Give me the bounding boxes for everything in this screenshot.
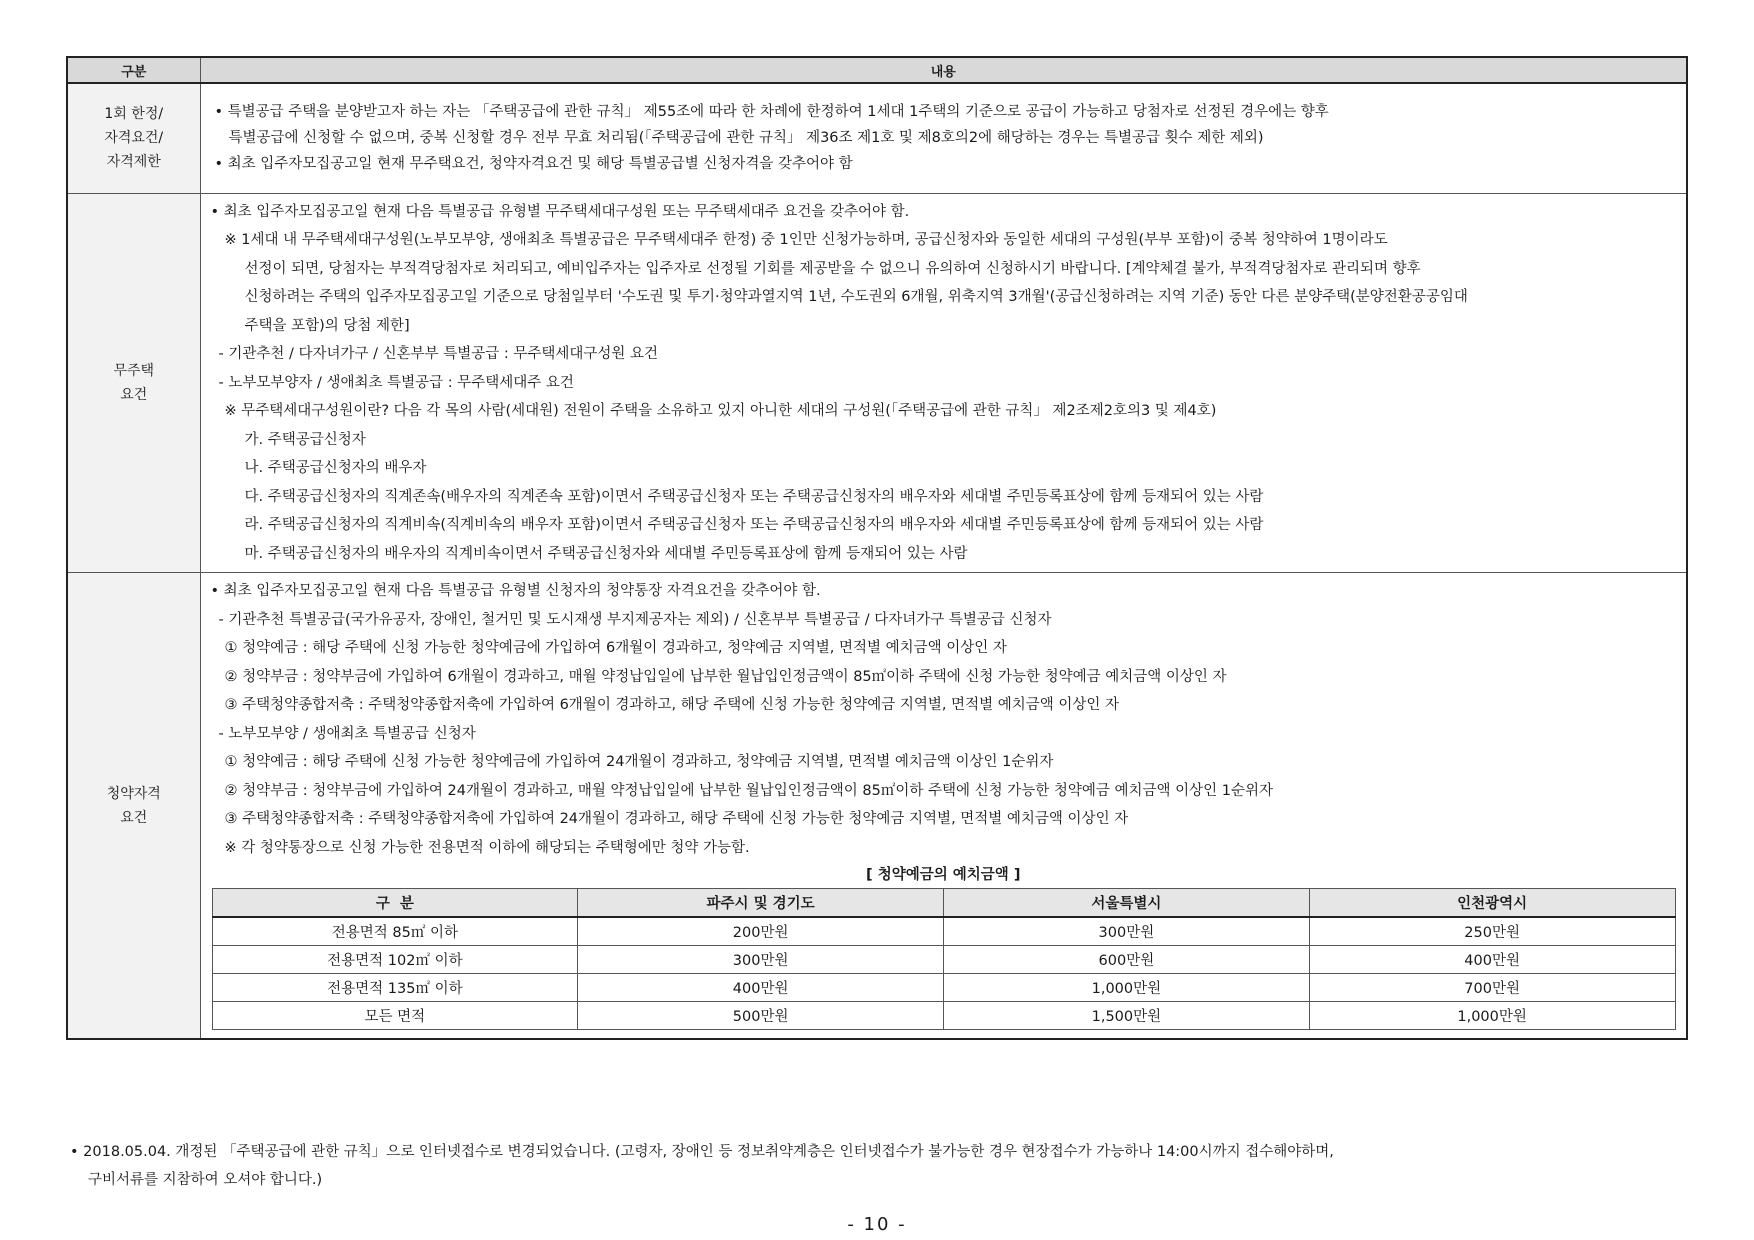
content-line: ※ 각 청약통장으로 신청 가능한 전용면적 이하에 해당되는 주택형에만 청약 가능함.: [224, 839, 750, 856]
deposit-cell: 250만원: [1309, 917, 1675, 946]
deposit-cell: 300만원: [944, 917, 1310, 946]
special-supply-table: [66, 56, 1688, 1040]
category-line: 자격제한: [106, 154, 161, 171]
deposit-cell: 300만원: [578, 946, 944, 974]
content-line: 특별공급에 신청할 수 없으며, 중복 신청할 경우 전부 무효 처리됨(「주택공급에 관한 규칙」 제36조 제1호 및 제8호의2에 해당하는 경우는 특별공급 횟수 제한 제외): [228, 130, 1264, 147]
deposit-table-title: [ 청약예금의 예치금액 ]: [866, 867, 1021, 883]
deposit-header-cell: 서울특별시: [944, 889, 1310, 918]
table-row-limit: [67, 83, 1687, 193]
content-line: - 노부모부양 / 생애최초 특별공급 신청자: [218, 725, 476, 742]
content-line: ③ 주택청약종합저축 : 주택청약종합저축에 가입하여 24개월이 경과하고, 해당 주택에 신청 가능한 청약예금 지역별, 면적별 예치금액 이상인 자: [224, 811, 1129, 827]
category-line: 요건: [120, 809, 148, 826]
content-line: ③ 주택청약종합저축 : 주택청약종합저축에 가입하여 6개월이 경과하고, 해당 주택에 신청 가능한 청약예금 지역별, 면적별 예치금액 이상인 자: [224, 697, 1119, 713]
content-cell: [200, 83, 1687, 193]
deposit-cell: 전용면적 135㎡ 이하: [212, 974, 578, 1002]
content-line: 라. 주택공급신청자의 직계비속(직계비속의 배우자 포함)이면서 주택공급신청자 또는 주택공급신청자의 배우자와 세대별 주민등록표상에 함께 등재되어 있는 사람: [244, 517, 1264, 533]
table-row-subscription: [67, 573, 1687, 1040]
content-line: • 특별공급 주택을 분양받고자 하는 자는 「주택공급에 관한 규칙」 제55조에 따라 한 차례에 한정하여 1세대 1주택의 기준으로 공급이 가능하고 당첨자로 선정된 경우에는 향후: [214, 104, 1329, 121]
category-line: 요건: [120, 386, 148, 403]
deposit-cell: 전용면적 102㎡ 이하: [212, 946, 578, 974]
content-line: 다. 주택공급신청자의 직계존속(배우자의 직계존속 포함)이면서 주택공급신청자 또는 주택공급신청자의 배우자와 세대별 주민등록표상에 함께 등재되어 있는 사람: [244, 488, 1264, 505]
table-row: [212, 1002, 1675, 1030]
content-cell: [200, 573, 1687, 1040]
deposit-table: [212, 888, 1676, 1030]
category-cell: [67, 573, 200, 1040]
content-line: - 기관추천 / 다자녀가구 / 신혼부부 특별공급 : 무주택세대구성원 요건: [218, 346, 659, 362]
content-line: 나. 주택공급신청자의 배우자: [244, 460, 427, 476]
deposit-cell: 200만원: [578, 917, 944, 946]
content-line: ① 청약예금 : 해당 주택에 신청 가능한 청약예금에 가입하여 24개월이 경과하고, 청약예금 지역별, 면적별 예치금액 이상인 1순위자: [224, 754, 1054, 770]
footer-note: [70, 1138, 1670, 1194]
category-line: 1회 한정/: [104, 106, 164, 123]
deposit-cell: 전용면적 85㎡ 이하: [212, 917, 578, 946]
content-line: - 노부모부양자 / 생애최초 특별공급 : 무주택세대주 요건: [218, 374, 574, 391]
content-line: 주택을 포함)의 당첨 제한]: [244, 317, 410, 334]
content-line: • 최초 입주자모집공고일 현재 다음 특별공급 유형별 신청자의 청약통장 자격요건을 갖추어야 함.: [210, 583, 821, 599]
category-line: 자격요건/: [104, 130, 164, 147]
content-line: • 최초 입주자모집공고일 현재 다음 특별공급 유형별 무주택세대구성원 또는 무주택세대주 요건을 갖추어야 함.: [210, 203, 910, 220]
content-line: 신청하려는 주택의 입주자모집공고일 기준으로 당첨일부터 '수도권 및 투기·청약과열지역 1년, 수도권외 6개월, 위축지역 3개월'(공급신청하려는 지역 기준) 동안 다른 분양주택(분양전환공공임대: [244, 289, 1468, 305]
content-line: - 기관추천 특별공급(국가유공자, 장애인, 철거민 및 도시재생 부지제공자는 제외) / 신혼부부 특별공급 / 다자녀가구 특별공급 신청자: [218, 611, 1052, 628]
deposit-cell: 400만원: [1309, 946, 1675, 974]
deposit-cell: 모든 면적: [212, 1002, 578, 1030]
deposit-header-cell: 인천광역시: [1309, 889, 1675, 918]
deposit-cell: 700만원: [1309, 974, 1675, 1002]
category-line: 청약자격: [106, 785, 161, 802]
content-cell: [200, 193, 1687, 573]
header-content: 내용: [200, 57, 1687, 83]
header-category: 구분: [67, 57, 200, 83]
content-line: ※ 1세대 내 무주택세대구성원(노부모부양, 생애최초 특별공급은 무주택세대주 한정) 중 1인만 신청가능하며, 공급신청자와 동일한 세대의 구성원(부부 포함)이 중복 청약하여 1명이라도: [224, 232, 1388, 248]
deposit-header-cell: 구 분: [212, 889, 578, 918]
deposit-header-cell: 파주시 및 경기도: [578, 889, 944, 918]
content-line: ※ 무주택세대구성원이란? 다음 각 목의 사람(세대원) 전원이 주택을 소유하고 있지 아니한 세대의 구성원(「주택공급에 관한 규칙」 제2조제2호의3 및 제4호): [224, 403, 1217, 419]
table-row-no-house: [67, 193, 1687, 573]
page-number: - 10 -: [847, 1214, 907, 1235]
deposit-cell: 1,000만원: [944, 974, 1310, 1002]
content-line: ② 청약부금 : 청약부금에 가입하여 24개월이 경과하고, 매월 약정납입일에 납부한 월납입인정금액이 85㎡이하 주택에 신청 가능한 청약예금 예치금액 이상인 1순위자: [224, 782, 1274, 799]
content-line: ② 청약부금 : 청약부금에 가입하여 6개월이 경과하고, 매월 약정납입일에 납부한 월납입인정금액이 85㎡이하 주택에 신청 가능한 청약예금 예치금액 이상인 자: [224, 668, 1227, 685]
category-cell: [67, 83, 200, 193]
deposit-header-row: [212, 889, 1675, 918]
table-row: [212, 917, 1675, 946]
content-line: • 최초 입주자모집공고일 현재 무주택요건, 청약자격요건 및 해당 특별공급별 신청자격을 갖추어야 함: [214, 156, 853, 173]
category-cell: [67, 193, 200, 573]
category-line: 무주택: [113, 362, 155, 379]
content-line: 가. 주택공급신청자: [244, 431, 366, 448]
table-row: [212, 946, 1675, 974]
content-line: 마. 주택공급신청자의 배우자의 직계비속이면서 주택공급신청자와 세대별 주민등록표상에 함께 등재되어 있는 사람: [244, 545, 968, 562]
table-row: [212, 974, 1675, 1002]
footer-note-line: 구비서류를 지참하여 오셔야 합니다.): [88, 1172, 323, 1188]
content-line: ① 청약예금 : 해당 주택에 신청 가능한 청약예금에 가입하여 6개월이 경과하고, 청약예금 지역별, 면적별 예치금액 이상인 자: [224, 640, 1007, 656]
deposit-cell: 1,000만원: [1309, 1002, 1675, 1030]
content-line: 선정이 되면, 당첨자는 부적격당첨자로 처리되고, 예비입주자는 입주자로 선정될 기회를 제공받을 수 없으니 유의하여 신청하시기 바랍니다. [계약체결 불가, 부적격당첨자로 관리되며 향후: [244, 260, 1421, 277]
deposit-cell: 600만원: [944, 946, 1310, 974]
deposit-cell: 1,500만원: [944, 1002, 1310, 1030]
deposit-cell: 400만원: [578, 974, 944, 1002]
table-header-row: [67, 57, 1687, 83]
deposit-cell: 500만원: [578, 1002, 944, 1030]
footer-note-line: • 2018.05.04. 개정된 「주택공급에 관한 규칙」으로 인터넷접수로 변경되었습니다. (고령자, 장애인 등 정보취약계층은 인터넷접수가 불가능한 경우 현장접수가 가능하나 14:00시까지 접수해야하며,: [70, 1144, 1334, 1160]
